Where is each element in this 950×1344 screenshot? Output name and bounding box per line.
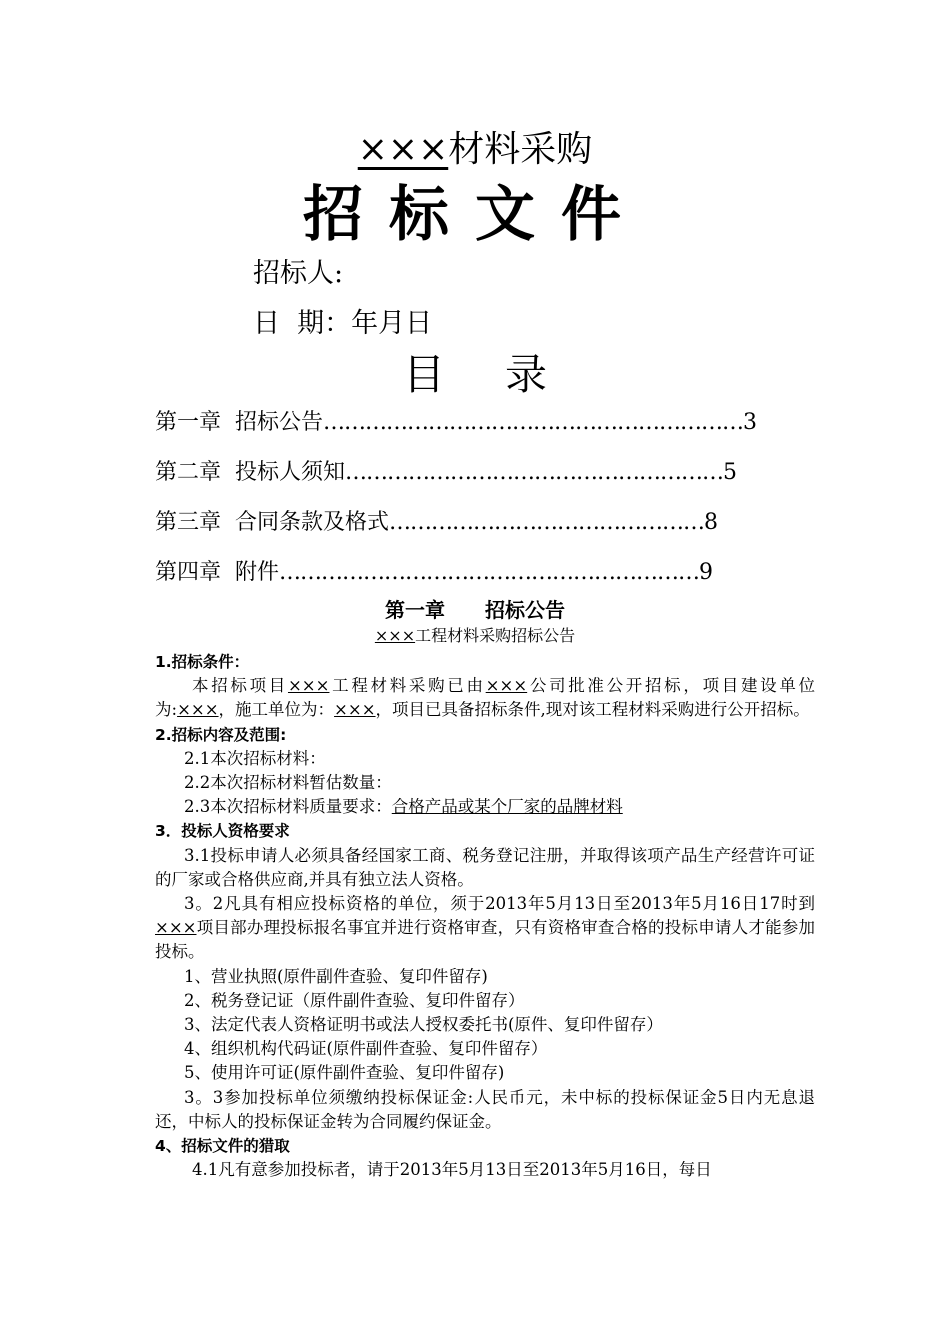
toc-chapter: 第二章 [155, 460, 222, 485]
list-item: 5、使用许可证(原件副件查验、复印件留存) [184, 1063, 505, 1083]
section-heading-3: 3．投标人资格要求 [155, 822, 290, 841]
toc-item-3[interactable] [155, 508, 718, 538]
toc-chapter: 第四章 [155, 560, 222, 585]
toc-leader: …………………………………………………… [279, 560, 700, 585]
subtitle-text: 工程材料采购招标公告 [415, 626, 576, 645]
date-line: 日 期：年月日 [253, 308, 433, 339]
toc-page: 8 [704, 510, 719, 535]
cover-title [0, 128, 950, 172]
subtitle-placeholder: ××× [374, 626, 416, 645]
item-3-3: 3。3参加投标单位须缴纳投标保证金:人民币元，未中标的投标保证金5日内无息退还，中标人的投标保证金转为合同履约保证金。 [155, 1087, 815, 1131]
document-main-title: 招标文件 [303, 180, 647, 250]
toc-page: 3 [743, 410, 758, 435]
toc-item-2[interactable] [155, 458, 737, 488]
toc-name: 投标人须知 [235, 460, 346, 485]
item-2-2: 2.2本次招标材料暂估数量： [184, 773, 392, 793]
list-item: 2、税务登记证（原件副件查验、复印件留存） [184, 990, 525, 1010]
cover-title-placeholder: ××× [357, 129, 449, 170]
section-heading-1: 1.招标条件： [155, 653, 250, 671]
toc-chapter: 第三章 [155, 510, 222, 535]
toc-leader: …………………………………………………… [323, 410, 744, 435]
toc-page: 5 [723, 460, 738, 485]
chapter-label: 第一章 [385, 598, 445, 622]
item-2-1: 2.1本次招标材料： [184, 748, 326, 768]
notice-body [155, 650, 815, 1182]
tenderer-line: 招标人: [253, 258, 344, 289]
item-2-3: 2.3本次招标材料质量要求：合格产品或某个厂家的品牌材料 [184, 797, 623, 817]
item-3-1: 3.1投标申请人必须具备经国家工商、税务登记注册，并取得该项产品生产经营许可证的厂家或合格供应商,并具有独立法人资格。 [155, 845, 815, 889]
toc-name: 招标公告 [235, 410, 324, 435]
item-3-2: 3。2凡具有相应投标资格的单位，须于2013年5月13日至2013年5月16日17时到×××项目部办理投标报名事宜并进行资格审查，只有资格审查合格的投标申请人才能参加投标。 [155, 894, 815, 962]
toc-title: 目录 [402, 350, 607, 399]
list-item: 4、组织机构代码证(原件副件查验、复印件留存） [184, 1039, 548, 1059]
item-4-1: 4.1凡有意参加投标者，请于2013年5月13日至2013年5月16日，每日 [192, 1160, 712, 1180]
section-heading-2: 2.招标内容及范围: [155, 725, 287, 744]
toc-name: 附件 [235, 560, 280, 585]
list-item: 1、营业执照(原件副件查验、复印件留存) [184, 966, 488, 986]
toc-chapter: 第一章 [155, 410, 222, 435]
toc-item-1[interactable] [155, 408, 757, 438]
chapter-title [0, 596, 950, 624]
toc-leader: ……………………………………… [389, 510, 705, 535]
section-1-paragraph: 本招标项目×××工程材料采购已由×××公司批准公开招标，项目建设单位为:×××，施工单位为：×××，项目已具备招标条件,现对该工程材料采购进行公开招标。 [155, 676, 816, 720]
toc-page: 9 [699, 560, 714, 585]
list-item: 3、法定代表人资格证明书或法人授权委托书(原件、复印件留存） [184, 1015, 663, 1035]
chapter-name: 招标公告 [485, 598, 565, 622]
notice-subtitle [0, 624, 950, 648]
toc-item-4[interactable] [155, 558, 713, 588]
toc-leader: ……………………………………………… [345, 460, 724, 485]
toc-name: 合同条款及格式 [235, 510, 390, 535]
section-heading-4: 4、招标文件的猎取 [155, 1137, 290, 1156]
cover-title-text: 材料采购 [448, 129, 593, 170]
